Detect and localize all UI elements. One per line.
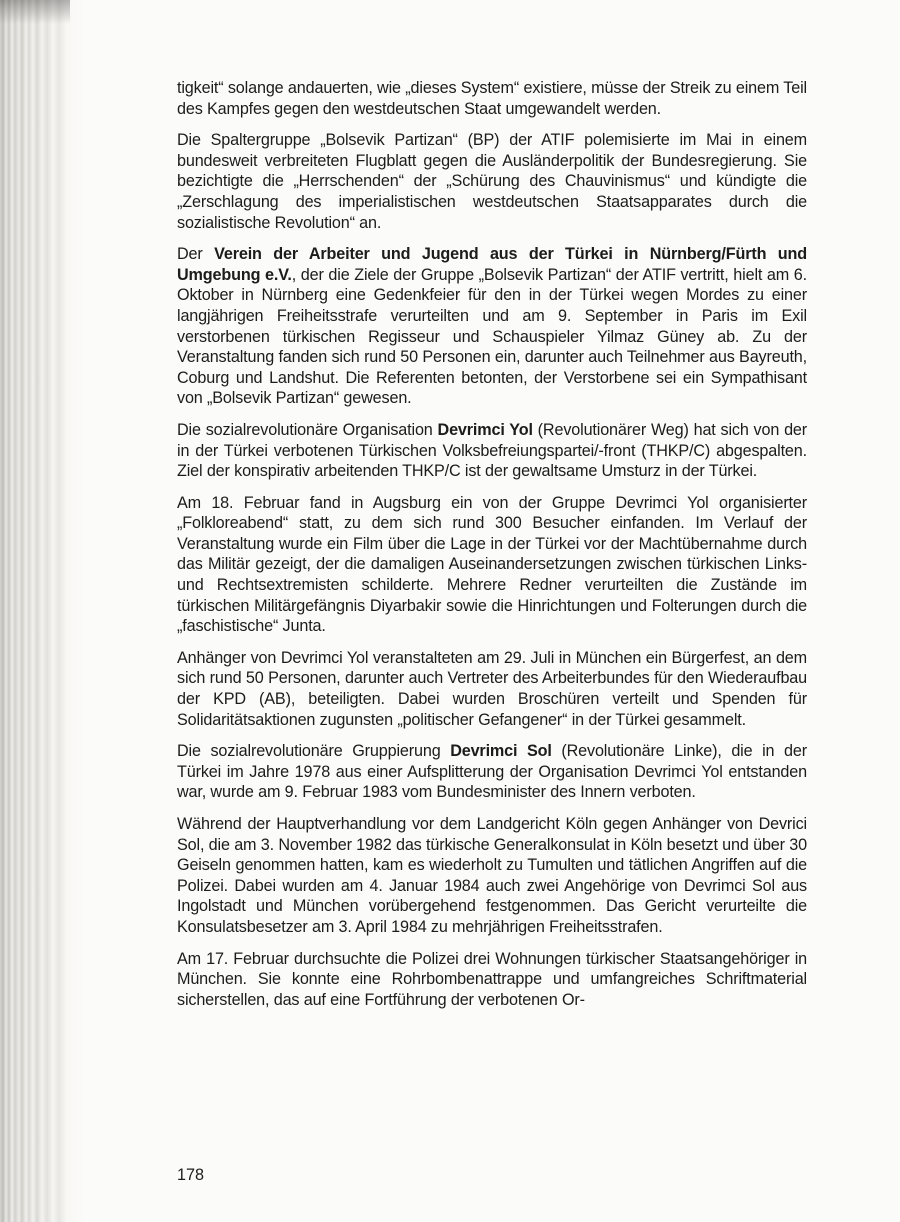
book-page-edges bbox=[0, 0, 84, 1222]
text-run: , der die Ziele der Gruppe „Bolsevik Partizan“ der ATIF vertritt, hielt am 6. Oktober in Nürnberg eine Gedenkfeier für den in der Türkei wegen Mordes zu einer langjährigen Freiheitsstrafe verurteilten und am 9. September in Paris im Exil verstorbenen türkischen Regisseur und Schauspieler Yilmaz Güney ab. Zu der Veranstaltung fanden sich rund 50 Personen ein, darunter auch Teilnehmer aus Bayreuth, Coburg und Landshut. Die Referenten betonten, der Verstorbene sei ein Sympathisant von „Bolsevik Partizan“ gewesen. bbox=[177, 265, 808, 408]
text-run: Am 17. Februar durchsuchte die Polizei drei Wohnungen türkischer Staatsangehöriger in München. Sie konnte eine Rohrbombenattrappe und umfangreiches Schriftmaterial sicherstellen, das auf eine Fortführung der verbotenen Or- bbox=[177, 949, 807, 1009]
text-run: Am 18. Februar fand in Augsburg ein von der Gruppe Devrimci Yol organisierter „Folkloreabend“ statt, zu dem sich rund 300 Besucher einfanden. Im Verlauf der Veranstaltung wurde ein Film über die Lage in der Türkei vor der Machtübernahme durch das Militär gezeigt, der die damaligen Auseinandersetzungen zwischen türkischen Links- und Rechtsextremisten schilderte. Mehrere Redner verurteilten die Zustände im türkischen Militärgefängnis Diyarbakir sowie die Hinrichtungen und Folterungen durch die „faschistische“ Junta. bbox=[177, 493, 807, 636]
paragraph bbox=[177, 420, 807, 482]
paragraph bbox=[177, 78, 807, 119]
paragraph bbox=[177, 648, 807, 730]
page-number: 178 bbox=[177, 1166, 205, 1184]
text-run: (Revolutionärer Weg) hat sich von der in der Türkei verbotenen Türkischen Volksbefreiungspartei/-front (THKP/C) abgespalten. Ziel der konspirativ arbeitenden THKP/C ist der gewaltsame Umsturz in der Türkei. bbox=[177, 420, 808, 481]
paragraph bbox=[177, 814, 807, 938]
text-run: Anhänger von Devrimci Yol veranstalteten am 29. Juli in München ein Bürgerfest, an dem sich rund 50 Personen, darunter auch Vertreter des Arbeiterbundes für den Wiederaufbau der KPD (AB), beteiligten. Dabei wurden Broschüren verteilt und Spenden für Solidaritätsaktionen zugunsten „politischer Gefangener“ in der Türkei gesammelt. bbox=[177, 648, 807, 729]
paragraph bbox=[177, 493, 807, 637]
document-body bbox=[177, 78, 807, 1021]
text-run: Der bbox=[177, 245, 215, 264]
paragraph bbox=[177, 130, 807, 233]
paragraph bbox=[177, 741, 807, 803]
bold-term: Devrimci Yol bbox=[437, 420, 533, 439]
paragraph bbox=[177, 949, 807, 1011]
text-run: Die Spaltergruppe „Bolsevik Partizan“ (BP) der ATIF polemisierte im Mai in einem bundesweit verbreiteten Flugblatt gegen die Ausländerpolitik der Bundesregierung. Sie bezichtigte die „Herrschenden“ der „Schürung des Chauvinismus“ und kündigte die „Zerschlagung des imperialistischen westdeutschen Staatsapparates durch die sozialistische Revolution“ an. bbox=[177, 131, 807, 232]
text-run: Die sozialrevolutionäre Organisation bbox=[177, 420, 438, 439]
bold-term: Devrimci Sol bbox=[450, 742, 552, 761]
paragraph bbox=[177, 244, 807, 409]
text-run: Die sozialrevolutionäre Gruppierung bbox=[177, 742, 451, 761]
text-run: (Revolutionäre Linke), die in der Türkei im Jahre 1978 aus einer Aufsplitterung der Organisation Devrimci Yol entstanden war, wurde am 9. Februar 1983 vom Bundesminister des Innern verboten. bbox=[177, 742, 807, 802]
bold-term: Verein der Arbeiter und Jugend aus der Türkei in Nürnberg/Fürth und Umgebung e.V. bbox=[177, 245, 807, 284]
text-run: tigkeit“ solange andauerten, wie „dieses System“ existiere, müsse der Streik zu einem Teil des Kampfes gegen den westdeutschen Staat umgewandelt werden. bbox=[177, 79, 807, 118]
text-run: Während der Hauptverhandlung vor dem Landgericht Köln gegen Anhänger von Devrici Sol, die am 3. November 1982 das türkische Generalkonsulat in Köln besetzt und über 30 Geiseln genommen hatten, kam es wiederholt zu Tumulten und tätlichen Angriffen auf die Polizei. Dabei wurden am 4. Januar 1984 auch zwei Angehörige von Devrimci Sol aus Ingolstadt und München vorübergehend festgenommen. Das Gericht verurteilte die Konsulatsbesetzer am 3. April 1984 zu mehrjährigen Freiheitsstrafen. bbox=[177, 815, 807, 936]
